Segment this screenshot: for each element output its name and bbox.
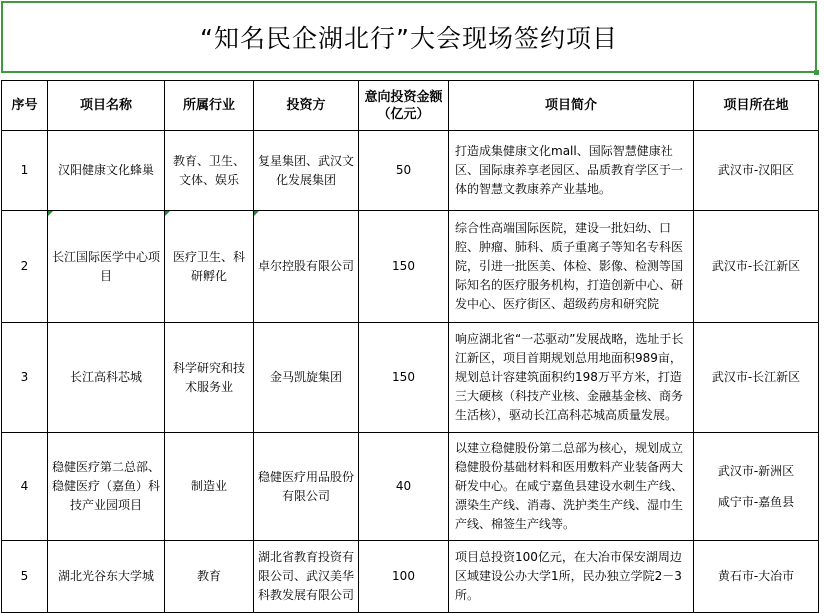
cell-industry[interactable]: 教育 — [165, 541, 254, 613]
header-location[interactable]: 项目所在地 — [694, 81, 819, 131]
cell-intro[interactable]: 以建立稳健股份第二总部为核心，规划成立稳健股份基础材料和医用敷料产业装备两大研发中心。在咸宁嘉鱼县建设水刺生产线、漂染生产线、消毒、洗护类生产线、湿巾生产线、棉签生产线等。 — [449, 433, 694, 541]
cell-amount[interactable]: 40 — [359, 433, 449, 541]
cell-location[interactable] — [694, 433, 819, 541]
cell-industry[interactable]: 教育、卫生、文体、娱乐 — [165, 131, 254, 211]
cell-index[interactable]: 2 — [2, 211, 48, 323]
title-banner — [1, 1, 817, 73]
header-investor[interactable]: 投资方 — [254, 81, 359, 131]
header-index[interactable]: 序号 — [2, 81, 48, 131]
cell-amount[interactable]: 50 — [359, 131, 449, 211]
header-row — [2, 81, 819, 131]
cell-investor[interactable]: 湖北省教育投资有限公司、武汉美华科教发展有限公司 — [254, 541, 359, 613]
page-title: “知名民企湖北行”大会现场签约项目 — [200, 24, 618, 53]
cell-amount[interactable]: 100 — [359, 541, 449, 613]
cell-name[interactable]: 长江高科芯城 — [48, 323, 165, 433]
header-amount[interactable]: 意向投资金额（亿元） — [359, 81, 449, 131]
table-row — [2, 211, 819, 323]
cell-index[interactable]: 5 — [2, 541, 48, 613]
cell-location[interactable] — [694, 211, 819, 323]
cell-intro[interactable]: 响应湖北省“一芯驱动”发展战略，选址于长江新区，项目首期规划总用地面积989亩，规划总计容建筑面积约198万平方米，打造三大硬核（科技产业核、金融基金核、商务生活核），驱动长江高科芯城高质量发展。 — [449, 323, 694, 433]
cell-investor[interactable]: 金马凯旋集团 — [254, 323, 359, 433]
cell-industry[interactable] — [165, 211, 254, 323]
cell-investor[interactable]: 复星集团、武汉文化发展集团 — [254, 131, 359, 211]
location-primary: 黄石市-大冶市 — [717, 569, 795, 583]
cell-name[interactable] — [48, 211, 165, 323]
header-industry[interactable]: 所属行业 — [165, 81, 254, 131]
cell-location[interactable] — [694, 323, 819, 433]
header-name[interactable]: 项目名称 — [48, 81, 165, 131]
cell-name[interactable]: 汉阳健康文化蜂巢 — [48, 131, 165, 211]
table-row — [2, 131, 819, 211]
cell-investor-text: 卓尔控股有限公司 — [258, 259, 355, 273]
comment-indicator — [165, 211, 170, 216]
cell-index[interactable]: 3 — [2, 323, 48, 433]
signing-projects-table — [1, 80, 819, 613]
location-primary: 武汉市-新洲区 — [717, 463, 795, 478]
cell-industry[interactable]: 制造业 — [165, 433, 254, 541]
cell-index[interactable]: 1 — [2, 131, 48, 211]
cell-name[interactable]: 稳健医疗第二总部、稳健医疗（嘉鱼）科技产业园项目 — [48, 433, 165, 541]
cell-location[interactable] — [694, 131, 819, 211]
cell-name[interactable]: 湖北光谷东大学城 — [48, 541, 165, 613]
comment-indicator — [48, 211, 53, 216]
comment-indicator — [254, 211, 259, 216]
location-spacer — [698, 481, 814, 493]
cell-name-text: 长江国际医学中心项目 — [52, 249, 161, 283]
table-row — [2, 433, 819, 541]
cell-intro[interactable]: 打造成集健康文化mall、国际智慧健康社区、国际康养享老园区、品质教育学区于一体的智慧文教康养产业基地。 — [449, 131, 694, 211]
location-primary: 武汉市-长江新区 — [711, 259, 801, 273]
cell-location[interactable] — [694, 541, 819, 613]
cell-investor[interactable]: 稳健医疗用品股份有限公司 — [254, 433, 359, 541]
cell-amount[interactable]: 150 — [359, 211, 449, 323]
cell-resize-handle[interactable] — [814, 70, 819, 75]
location-primary: 武汉市-长江新区 — [711, 370, 801, 384]
cell-industry[interactable]: 科学研究和技术服务业 — [165, 323, 254, 433]
table-row — [2, 323, 819, 433]
cell-investor[interactable] — [254, 211, 359, 323]
location-primary: 武汉市-汉阳区 — [717, 163, 795, 177]
cell-industry-text: 医疗卫生、科研孵化 — [172, 249, 245, 283]
table-row — [2, 541, 819, 613]
location-secondary: 咸宁市-嘉鱼县 — [717, 494, 795, 509]
cell-amount[interactable]: 150 — [359, 323, 449, 433]
cell-index[interactable]: 4 — [2, 433, 48, 541]
cell-intro[interactable]: 项目总投资100亿元，在大冶市保安湖周边区域建设公办大学1所，民办独立学院2－3所。 — [449, 541, 694, 613]
cell-intro[interactable]: 综合性高端国际医院，建设一批妇幼、口腔、肿瘤、肺科、质子重离子等知名专科医院，引进一批医美、体检、影像、检测等国际知名的医疗服务机构，打造创新中心、研发中心、医疗街区、超级药房和研究院 — [449, 211, 694, 323]
header-intro[interactable]: 项目简介 — [449, 81, 694, 131]
